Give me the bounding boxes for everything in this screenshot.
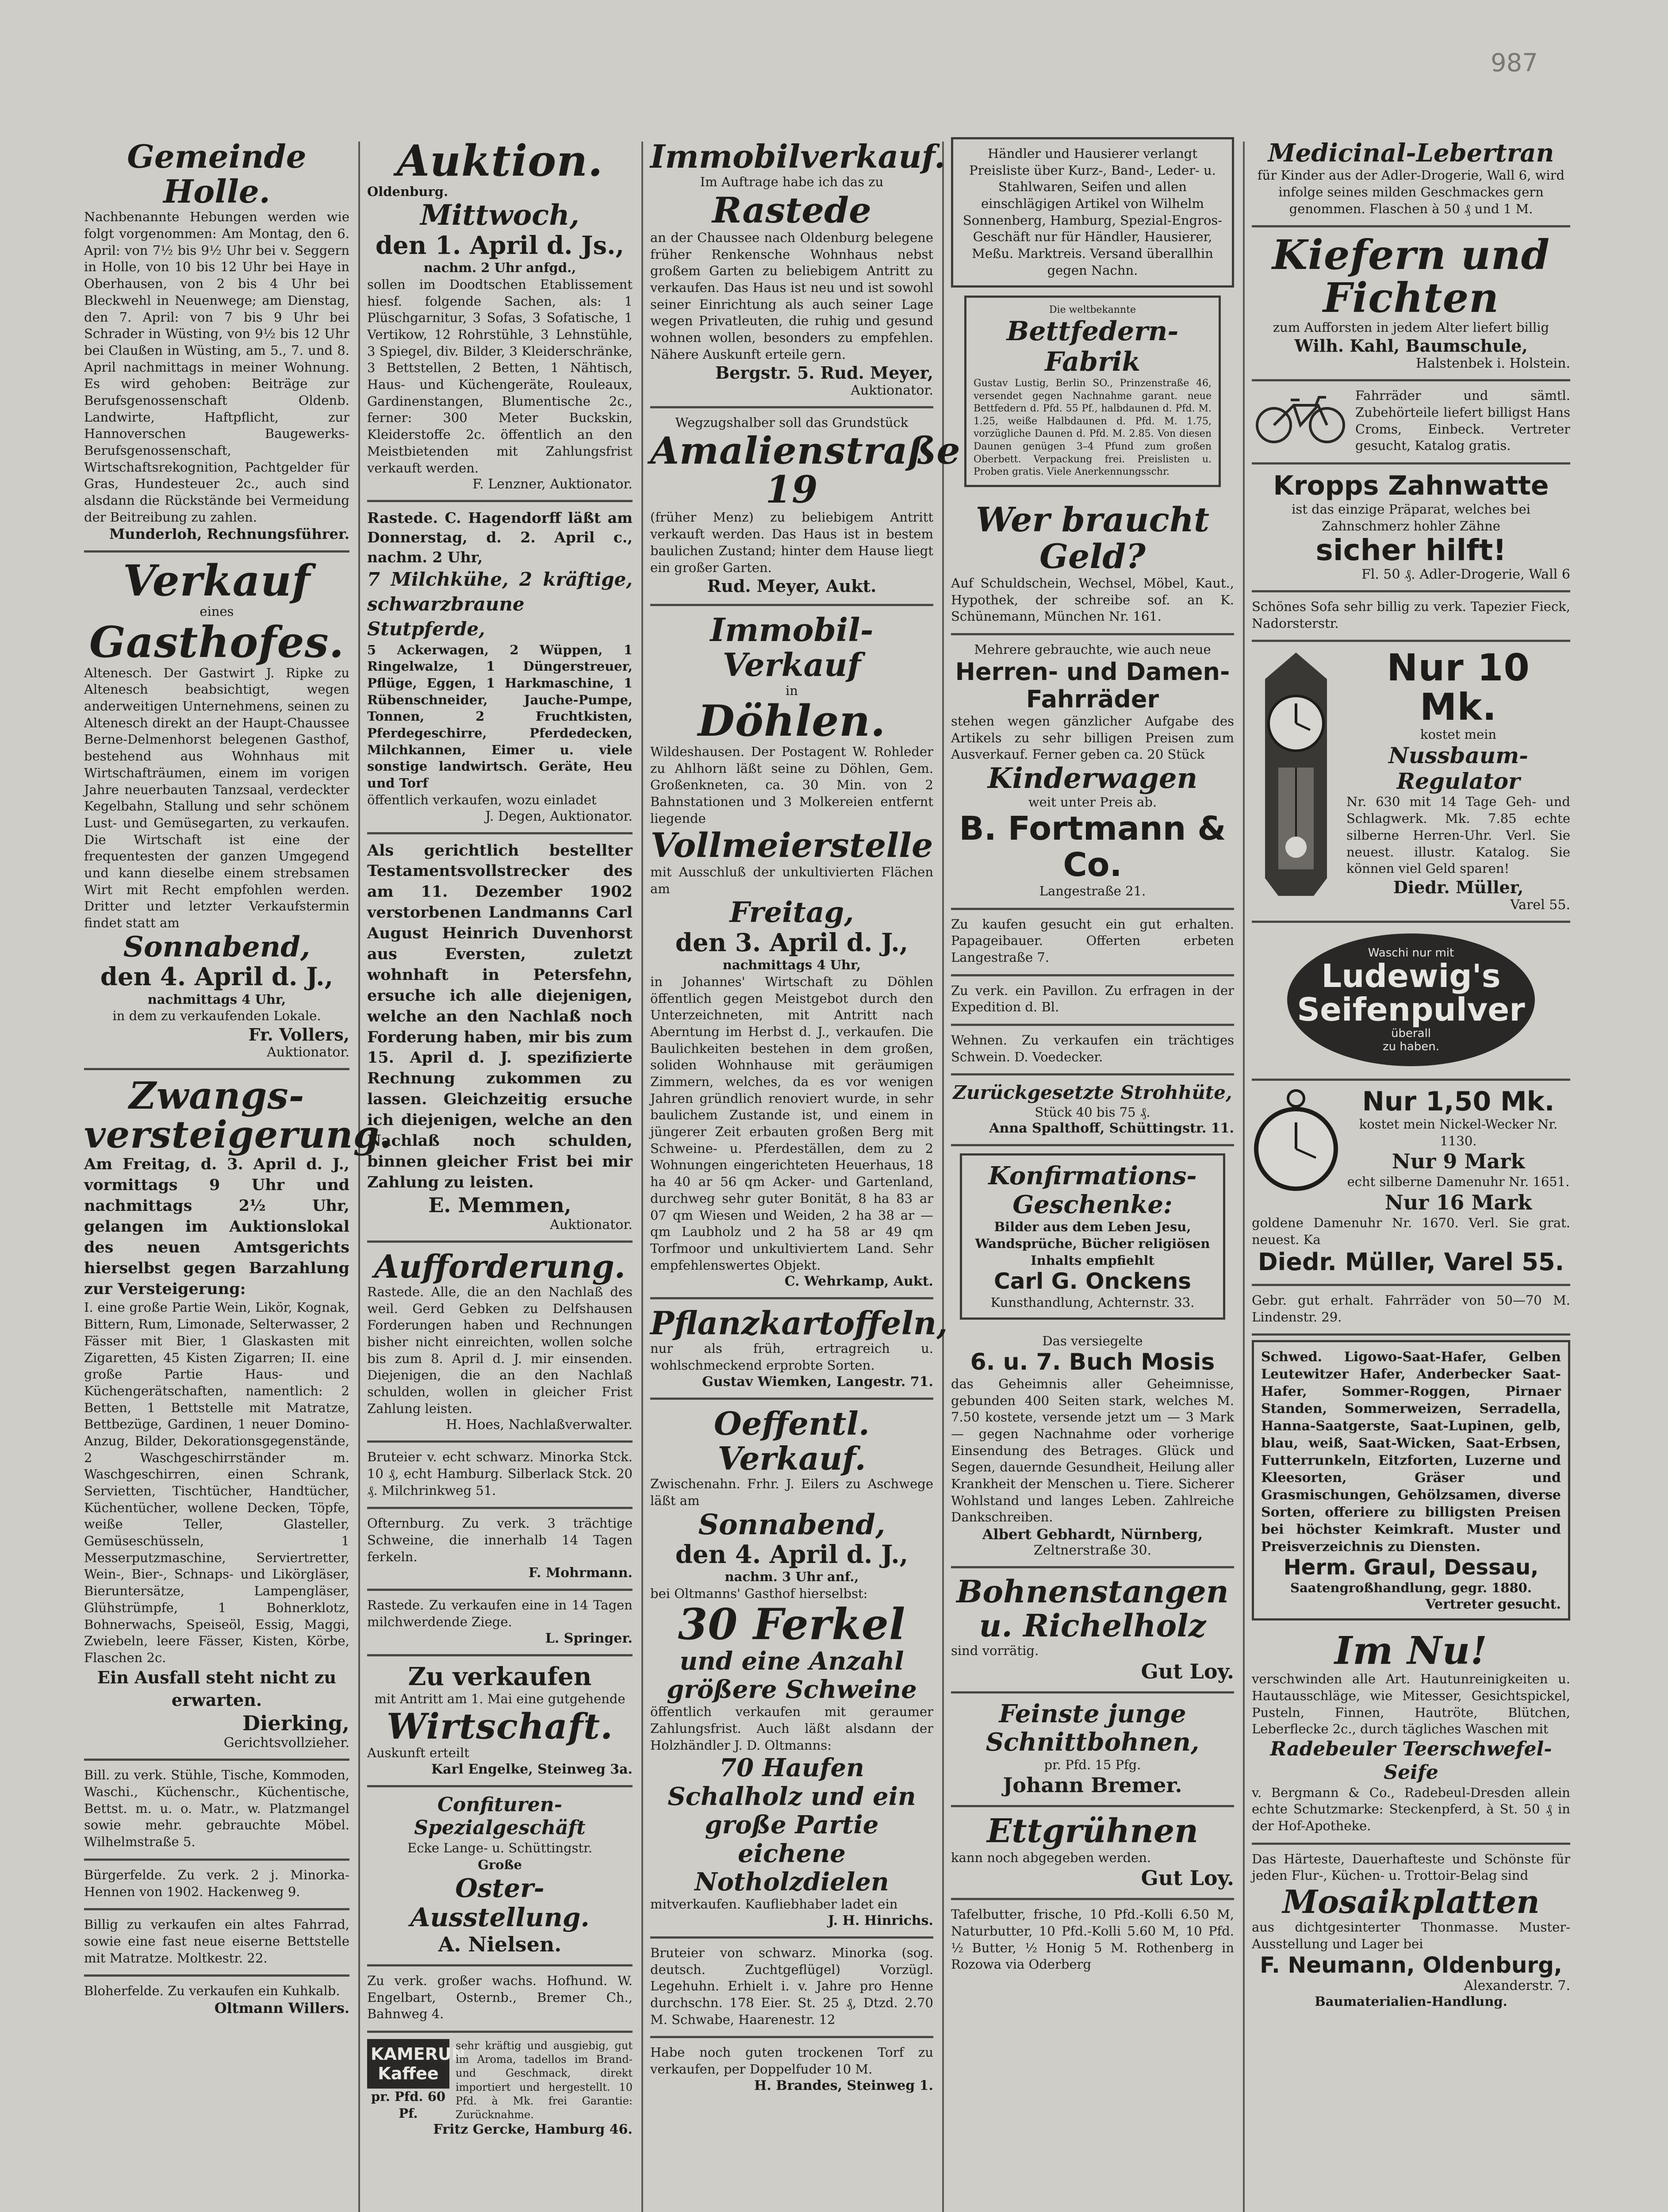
ad-immobilverkauf-rastede [650, 133, 946, 408]
ad-title: Bettfedern-Fabrik [1006, 316, 1179, 378]
ad-subtitle: Auktionator. [851, 383, 933, 399]
ad-haendler-hausierer: Händler und Hausierer verlangt Preisliste über Kurz-, Band-, Leder- u. Stahlwaren, Seifen und allen einschlägigen Artikel von Wilhelm Sonnenberg, Hamburg, Spezial-Engros-Geschäft nur für Händler, Hausierer, Meßu. Marktreis. Versand überallhin gegen Nachn. [951, 137, 1234, 288]
ad-highlight: Vollmeierstelle [650, 826, 933, 865]
ad-signature: Wilh. Kahl, Baumschule, [1294, 336, 1528, 356]
ad-body: für Kinder aus der Adler-Drogerie, Wall 6, wird infolge seines milden Geschmackes gern genommen. Flaschen à 50 ₰ und 1 M. [1257, 168, 1565, 216]
ad-confituren [367, 1787, 633, 1966]
ad-subtitle: Gerichtsvollzieher. [223, 1735, 349, 1751]
ad-signature: H. Hoes, Nachlaßverwalter. [445, 1417, 633, 1433]
ad-testamentsvollstrecker [367, 834, 633, 1243]
seifenpulver-logo: Waschi nur mit Ludewig's Seifenpulver überall zu haben. [1287, 933, 1535, 1066]
ad-signature: A. Nielsen. [438, 1932, 562, 1956]
ad-bettfedern [964, 296, 1221, 487]
ad-title: Auktion. [396, 136, 603, 186]
ad-signature: Fritz Gercke, Hamburg 46. [433, 2122, 633, 2138]
ad-title: Immobilverkauf. [650, 138, 946, 175]
ad-address: Kunsthandlung, Achternstr. 33. [990, 1294, 1195, 1310]
ad-body: stehen wegen gänzlicher Aufgabe des Artikels zu sehr billigen Preisen zum Ausverkauf. Ferner geben ca. 20 Stück [951, 713, 1234, 762]
ad-body: pr. Pfd. 15 Pfg. [1044, 1757, 1141, 1772]
ad-lead: Wegzugshalber soll das Grundstück [675, 415, 909, 430]
column-5 [1252, 133, 1570, 2212]
ad-time: nachm. 3 Uhr anf., [725, 1569, 859, 1585]
ad-columns [84, 133, 1570, 2212]
ad-body: sollen im Doodtschen Etablissement hiesf. folgende Sachen, als: 1 Plüschgarnitur, 3 Sofas, 3 Sofatische, 1 Vertikow, 12 Rohrstühle, 3 Lehnstühle, 3 Spiegel, div. Bilder, 3 Kleiderschränke, 3 Bettstellen, 2 Betten, 1 Nähtisch, Haus- und Küchengeräte, Rouleaux, Gardinenstangen, Blumentische 2c., ferner: 300 Meter Buckskin, Kleiderstoffe 2c. öffentlich an den Meistbietenden mit Zahlungsfrist verkauft werden. [367, 276, 633, 476]
ad-strohhuete [951, 1075, 1234, 1146]
ad-note: Ein Ausfall steht nicht zu erwarten. [97, 1667, 337, 1710]
ad-day: Sonnabend, [698, 1508, 886, 1541]
ad-body: v. Bergmann & Co., Radebeul-Dresden allein echte Schutzmarke: Steckenpferd, à St. 50 ₰ in der Hof-Apotheke. [1252, 1785, 1570, 1834]
ad-lead: Mehrere gebrauchte, wie auch neue [974, 642, 1211, 657]
ad-pflanzkartoffeln [650, 1299, 948, 1400]
ad-title: 6. u. 7. Buch Mosis [970, 1349, 1215, 1376]
ad-text: Große [478, 1857, 522, 1872]
ad-place: Döhlen. [698, 696, 886, 746]
ad-note: Baumaterialien-Handlung. [1315, 1994, 1507, 2009]
ad-torf [650, 2038, 933, 2101]
regulator-clock-icon [1252, 648, 1340, 905]
bicycle-icon [1252, 388, 1349, 445]
ad-body: Gustav Lustig, Berlin SO., Prinzenstraße 46, versendet gegen Nachnahme garant. neue Bettfedern d. Pfd. 55 Pf., halbdaunen d. Pfd. M. 1.25, weiße Halbdaunen d. Pfd. M. 1.75, vorzügliche Daunen d. Pfd. M. 2.85. Von diesen Daunen genügen 3–4 Pfund zum großen Oberbett. Verpackung frei. Preislisten u. Proben gratis. Viele Anerkennungsschr. [974, 378, 1212, 478]
ad-highlight: Wirtschaft. [387, 1705, 613, 1747]
ad-konfirmation [960, 1153, 1225, 1319]
ad-body: mitverkaufen. Kaufliebhaber ladet ein [650, 1897, 898, 1912]
ad-pavillon: Zu verk. ein Pavillon. Zu erfragen in der Expedition d. Bl. [951, 976, 1234, 1026]
ad-place: Oldenburg. [367, 184, 449, 199]
column-divider [641, 142, 643, 2212]
ad-signature: Gustav Wiemken, Langestr. 71. [702, 1374, 933, 1390]
ad-title: Zwangs- [129, 1073, 305, 1118]
ad-body: Bloherfelde. Zu verkaufen ein Kuhkalb. [84, 1983, 340, 1999]
ad-date: den 3. April d. J., [675, 928, 909, 957]
ad-title: Wer braucht Geld? [975, 499, 1210, 576]
ad-lead: kostet mein [1420, 726, 1497, 742]
column-divider [1243, 142, 1245, 2212]
ad-gemeinde-holle [84, 133, 349, 553]
ad-time: nachmittags 4 Uhr, [722, 957, 861, 973]
ad-lead: Rastede. C. Hagendorff läßt am Donnerstag, d. 2. April c., nachm. 2 Uhr, [367, 509, 633, 566]
ad-signature: Dierking, [242, 1711, 349, 1736]
ad-fahrraeder-fortmann [951, 635, 1234, 910]
ad-body: I. eine große Partie Wein, Likör, Kognak, Bittern, Rum, Limonade, Selterwasser, 2 Fässer mit Bier, 1 Glaskasten mit Zigaretten, 45 Kisten Zigarren; II. eine große Partie Haus- und Küchengerätschaften, namentlich: 2 Betten, 1 Bettstelle mit Matratze, Bettbezüge, Gardinen, 1 neuer Domino-Anzug, Bilder, Dekorationsgegenstände, 2 Waschgeschirrständer m. Waschgeschirren, einen Schrank, Servietten, Tischtücher, Handtücher, Küchentücher, wollene Decken, Töpfe, weiße Teller, Glasteller, Gemüseschüsseln, 1 Messerputzmaschine, Serviertretter, Wein-, Bier-, Schnaps- und Likörgläser, Bieruntersätze, Lampengläser, Glühstrümpfe, 1 Bohnerklotz, Bohnerwachs, Speiseöl, Essig, Maggi, Zwiebeln, leere Fässer, Kisten, Körbe, Flaschen 2c. [84, 1300, 349, 1665]
ad-ludewigs-seifenpulver [1252, 923, 1570, 1081]
ad-body: Stück 40 bis 75 ₰. [1035, 1104, 1150, 1120]
ad-signature: Fr. Vollers, [248, 1024, 349, 1045]
ad-body: goldene Damenuhr Nr. 1670. Verl. Sie grat. neuest. Ka [1252, 1215, 1570, 1248]
ad-body: sehr kräftig und ausgiebig, gut im Aroma, tadellos im Brand- und Geschmack, direkt importiert und hergestellt. 10 Pfd. à Mk. frei Garantie: Zurücknahme. [456, 2039, 633, 2121]
ad-title: Immobil-Verkauf [710, 611, 874, 684]
ad-signature: F. Neumann, Oldenburg, [1260, 1952, 1562, 1978]
ad-title: Kiefern und Fichten [1272, 231, 1550, 322]
ad-date: den 1. April d. Js., [375, 230, 625, 260]
ad-im-nu [1252, 1625, 1570, 1845]
ad-subtitle: Auktionator. [267, 1044, 349, 1060]
ad-signature: Gut Loy. [1141, 1659, 1234, 1683]
ad-auktion [367, 133, 633, 502]
column-divider [358, 142, 360, 2212]
ad-signature: L. Springer. [545, 1630, 633, 1646]
ad-signature: Rud. Meyer, Aukt. [707, 576, 877, 596]
ad-title: Kropps Zahnwatte [1273, 470, 1549, 502]
ad-title: Confituren-Spezialgeschäft [414, 1793, 586, 1839]
ad-title: Nur 1,50 Mk. [1362, 1086, 1555, 1117]
ad-subtitle: Fl. 50 ₰. Adler-Drogerie, Wall 6 [1361, 567, 1570, 583]
ad-body: verschwinden alle Art. Hautunreinigkeiten u. Hautausschläge, wie Mitesser, Gesichtspickel, Pusteln, Finnen, Hautröte, Blütchen, Leberflecke 2c., durch tägliches Waschen mit [1252, 1671, 1570, 1737]
ad-body: Altenesch. Der Gastwirt J. Ripke zu Altenesch beabsichtigt, wegen anderweitigen Unternehmens, seinen zu Altenesch direkt an der Haupt-Chaussee Berne-Delmenhorst belegenen Gasthof, bestehend aus Wohnhaus mit Wirtschafträumen, einem im vorigen Jahre neuerbauten Tanzsaal, verdeckter Kegelbahn, Stallung und sehr schönem Lust- und Gemüsegarten, zu verkaufen. Die Wirtschaft ist eine der frequentesten der ganzen Umgegend und kann dieselbe einem strebsamen Wirt mit Recht empfohlen werden. Dritter und letzter Verkaufstermin findet statt am [84, 665, 349, 931]
ad-fahrraeder-croms [1252, 381, 1570, 465]
column-1 [84, 133, 393, 2212]
ad-highlight: Nussbaum-Regulator [1388, 742, 1528, 794]
ad-body: Das Härteste, Dauerhafteste und Schönste für jeden Flur-, Küchen- u. Trottoir-Belag sind [1252, 1851, 1570, 1883]
ad-subtitle: Alexanderstr. 7. [1464, 1978, 1570, 1994]
ad-title: Gasthofes. [89, 617, 345, 667]
ad-signature: Diedr. Müller, [1393, 877, 1524, 897]
ad-oeffentl-verkauf [650, 1400, 933, 1939]
ad-highlight: 70 Haufen Schalholz und ein große Partie eichene Notholzdielen [667, 1753, 916, 1897]
ad-title: Feinste junge Schnittbohnen, [985, 1699, 1200, 1757]
ad-firm: B. Fortmann & Co. [959, 810, 1226, 884]
ad-subtitle: Auktionator. [550, 1217, 633, 1233]
ad-tag: Die weltbekannte [1049, 304, 1136, 315]
ad-highlight: Radebeuler Teerschwefel-Seife [1270, 1738, 1552, 1784]
ad-signature: Johann Bremer. [1003, 1773, 1182, 1797]
ad-time: nachmittags 4 Uhr, [147, 991, 286, 1007]
ad-body: Wildeshausen. Der Postagent W. Rohleder zu Ahlhorn läßt seine zu Döhlen, Gem. Großenkneten, ca. 30 Min. von 2 Bahnstationen und 3 Molkereien entfernt liegende [650, 744, 933, 826]
ad-day: Freitag, [729, 896, 854, 929]
ad-body: Nr. 630 mit 14 Tage Geh- und Schlagwerk. Mk. 7.85 echte silberne Herren-Uhr. Verl. Sie neuest. illustr. Katalog. Sie können viel Geld sparen! [1346, 794, 1570, 876]
ad-lead: Im Auftrage habe ich das zu [700, 174, 884, 190]
ad-place: Rastede [712, 189, 871, 231]
ad-signature: F. Mohrmann. [528, 1565, 633, 1581]
ad-title: Pflanzkartoffeln, [650, 1304, 948, 1342]
ad-subtitle: Varel 55. [1510, 897, 1570, 913]
ad-schnittbohnen [951, 1694, 1234, 1807]
ad-signature: Anna Spalthoff, Schüttingstr. 11. [989, 1121, 1234, 1137]
ad-body: Ofternburg. Zu verk. 3 trächtige Schweine, die innerhalb 14 Tagen ferkeln. [367, 1516, 633, 1564]
column-2 [367, 133, 633, 2212]
ad-signature: H. Brandes, Steinweg 1. [754, 2078, 933, 2093]
ad-body: Rastede. Alle, die an den Nachlaß des weil. Gerd Gebken zu Delfshausen Forderungen haben und Rechnungen bisher nicht einreichten, wollen solche bis zum 8. April d. J. mir einsenden. Diejenigen, die an den Nachlaß schulden, wollen in gleicher Frist Zahlung leisten. [367, 1284, 633, 1416]
ad-highlight: 30 Ferkel [678, 1599, 906, 1649]
ad-body: nur als früh, ertragreich u. wohlschmeckend erprobte Sorten. [650, 1341, 933, 1373]
ad-text: in [786, 683, 798, 698]
ad-signature: Diedr. Müller, Varel 55. [1258, 1248, 1564, 1276]
ad-title: Verkauf [123, 556, 311, 606]
ad-subtitle: Zeltnerstraße 30. [1033, 1543, 1152, 1559]
ad-title: Im Nu! [1334, 1628, 1488, 1674]
ad-highlight: 7 Milchkühe, 2 kräftige, schwarzbraune Stutpferde, [367, 568, 633, 640]
ad-body: echt silberne Damenuhr Nr. 1651. [1347, 1174, 1570, 1190]
ad-ziege [367, 1591, 633, 1656]
ad-body: 5 Ackerwagen, 2 Wüppen, 1 Ringelwalze, 1 Düngerstreuer, Pflüge, Eggen, 1 Harkmaschine, 1 Rübenschneider, Jauche-Pumpe, Tonnen, 2 Fruchtkisten, Pferdegeschirre, Pferdedecken, Milchkannen, Eimer u. viele sonstige landwirtsch. Geräte, Heu und Torf [367, 642, 633, 791]
ad-minorka: Bürgerfelde. Zu verk. 2 j. Minorka-Hennen von 1902. Hackenweg 9. [84, 1861, 349, 1910]
ad-body: mit Ausschluß der unkultivierten Flächen am [650, 864, 933, 896]
ad-aufforderung [367, 1243, 633, 1443]
ad-body: an der Chaussee nach Oldenburg belegene früher Renkensche Wohnhaus nebst großem Garten zu beliebigem Antritt zu verkaufen. Das Haus ist neu und ist sowohl seiner Einrichtung als auch seiner Lage wegen Privatleuten, die ruhig und gesund wohnen wollen, besonders zu empfehlen. Nähere Auskunft erteile gern. [650, 230, 933, 362]
ad-rastede-hagendorff [367, 502, 633, 834]
ad-highlight: Herren- und Damen-Fahrräder [955, 657, 1230, 713]
ad-lead: Das versiegelte [1042, 1333, 1143, 1348]
kamerun-logo: KAMERUN Kaffee [367, 2039, 449, 2089]
ad-body: ist das einzige Präparat, welches bei Zahnschmerz hohler Zähne [1292, 502, 1530, 534]
ad-title: Oeffentl. Verkauf. [714, 1404, 870, 1478]
ad-moebel: Bill. zu verk. Stühle, Tische, Kommoden, Waschi., Küchenschr., Küchentische, Bettst. m. u. o. Matr., w. Platzmangel sowie mehr. gebrauchte Möbel. Wilhelmstraße 5. [84, 1761, 349, 1860]
ad-highlight: Mosaikplatten [1282, 1883, 1540, 1921]
ad-highlight: Kinderwagen [987, 762, 1198, 795]
ad-highlight: Oster-Ausstellung. [410, 1873, 590, 1933]
ad-title: Zurückgesetzte Strohhüte, [953, 1082, 1232, 1104]
ad-buch-mosis [951, 1327, 1234, 1569]
ad-signature: J. H. Hinrichs. [828, 1913, 933, 1929]
ad-papageibauer: Zu kaufen gesucht ein gut erhalten. Papageibauer. Offerten erbeten Langestraße 7. [951, 910, 1234, 976]
ad-kiefern-fichten [1252, 227, 1570, 381]
ad-location: in dem zu verkaufenden Lokale. [112, 1008, 321, 1024]
ad-body: das Geheimnis aller Geheimnisse, gebunden 400 Seiten stark, welches M. 7.50 kostete, versende jetzt um — 3 Mark — gegen Nachnahme oder vorherige Einsendung des Betrages. Glück und Segen, dauernde Gesundheit, Heilung aller Krankheit der Menschen u. Tiere. Sicherer Wohlstand und langes Leben. Zahlreiche Dankschreiben. [951, 1376, 1234, 1525]
ad-body: Rastede. Zu verkaufen eine in 14 Tagen milchwerdende Ziege. [367, 1598, 633, 1630]
ad-bohnenstangen [951, 1568, 1234, 1694]
ad-signature: E. Memmen, [428, 1193, 571, 1217]
ad-date: Sonnabend, [123, 930, 311, 964]
ad-body: Nachbenannte Hebungen werden wie folgt vorgenommen: Am Montag, den 6. April: von 7½ bis 9½ Uhr bei v. Seggern in Holle, von 10 bis 12 Uhr bei Haye in Oberhausen, von 2 bis 4 Uhr bei Bleckwehl in Neuenwege; am Dienstag, den 7. April: von 7 bis 9 Uhr bei Schrader in Wüsting, von 9½ bis 12 Uhr bei Claußen in Wüsting, am 5., 7. und 8. April nachmittags in meiner Wohnung. Es wird gehoben: Beiträge zur Berufsgenossenschaft Oldenb. Landwirte, Haftpflicht, zur Hannoverschen Baugewerks-Berufsgenossenschaft, Wirtschaftsrekognition, Pachtgelder für Gras, Hundesteuer 2c., auch sind alsdann die Rückstände bei Vermeidung der Beitreibung zu zahlen. [84, 209, 349, 525]
ad-highlight: sicher hilft! [1315, 533, 1507, 568]
ad-body: Auf Schuldschein, Wechsel, Möbel, Kaut., Hypothek, der schreibe sof. an K. Schünemann, München Nr. 161. [951, 576, 1234, 624]
ad-subtitle: Saatengroßhandlung, gegr. 1880. [1290, 1580, 1532, 1596]
ad-subtitle: Halstenbek i. Holstein. [1416, 356, 1570, 372]
ad-highlight: Amalienstraße 19 [650, 429, 961, 512]
ad-title: versteigerung. [84, 1113, 393, 1157]
ad-title: Aufforderung. [374, 1247, 625, 1285]
ad-body: weit unter Preis ab. [1028, 795, 1157, 810]
ad-bruteier-schwabe: Bruteier von schwarz. Minorka (sog. deutsch. Zuchtgeflügel) Vorzügl. Legehuhn. Erhielt i. v. Jahre pro Henne durchschn. 178 Eier. St. 25 ₰, Dtzd. 2.70 M. Schwabe, Haarenestr. 12 [650, 1939, 933, 2038]
ad-signature: Munderloh, Rechnungsführer. [109, 526, 349, 543]
ad-signature: Gut Loy. [1141, 1866, 1234, 1890]
ad-title: Zu verkaufen [408, 1662, 592, 1691]
ad-signature: J. Degen, Auktionator. [485, 808, 633, 824]
ad-schweine-ofternburg [367, 1509, 633, 1591]
ad-title: Konfirmations-Geschenke: [988, 1161, 1197, 1219]
ad-body: Fahrräder und sämtl. Zubehörteile liefert billigst Hans Croms, Einbeck. Vertreter gesucht, Katalog gratis. [1355, 388, 1570, 453]
ad-price: pr. Pfd. 60 Pf. [371, 2089, 446, 2121]
ad-sofa: Schönes Sofa sehr billig zu verk. Tapezier Fieck, Nadorsterstr. [1252, 592, 1570, 642]
ad-time: nachm. 2 Uhr anfgd., [423, 260, 576, 276]
ad-body: Auskunft erteilt [367, 1745, 470, 1760]
ad-lebertran [1252, 133, 1570, 227]
ad-body: Als gerichtlich bestellter Testamentsvollstrecker des am 11. Dezember 1902 verstorbenen Landmanns Carl August Heinrich Duvenhorst aus Eversten, zuletzt wohnhaft in Petersfehn, ersuche ich alle diejenigen, welche an den Nachlaß noch Forderung haben, mir bis zum 15. April d. J. spezifizierte Rechnung zukommen zu lassen. Gleichzeitig ersuche ich diejenigen, welche an den Nachlaß noch schulden, binnen gleicher Frist bei mir Zahlung zu leisten. [367, 841, 633, 1191]
ad-body: sind vorrätig. [951, 1643, 1039, 1659]
ad-lead: mit Antritt am 1. Mai eine gutgehende [374, 1691, 625, 1707]
ad-kropps-zahnwatte [1252, 465, 1570, 592]
ad-mosaikplatten [1252, 1845, 1570, 2018]
ad-gebr-fahrraeder: Gebr. gut erhalt. Fahrräder von 50—70 M. Lindenstr. 29. [1252, 1286, 1570, 1336]
ad-tafelbutter: Tafelbutter, frische, 10 Pfd.-Kolli 6.50 M, Naturbutter, 10 Pfd.-Kolli 5.60 M, 10 Pfd. ½ Butter, ½ Honig 5 M. Rothenberg in Rozowa via Oderberg [951, 1907, 1234, 1972]
ad-body: Zwischenahn. Frhr. J. Eilers zu Aschwege läßt am [650, 1476, 933, 1508]
ad-text: eines [199, 604, 234, 619]
ad-wer-braucht-geld [951, 495, 1234, 635]
ad-title: Gemeinde Holle. [127, 138, 307, 211]
ad-kuhkalb [84, 1977, 349, 2024]
ad-signature: C. Wehrkamp, Aukt. [784, 1274, 933, 1290]
ad-body: in Johannes' Wirtschaft zu Döhlen öffentlich gegen Meistgebot durch den Unterzeichneten, mit Antritt nach Aberntung im Herbst d. J., verkaufen. Die Baulichkeiten bestehen in dem großen, soliden Wohnhause mit geräumigen Zimmern, welches, da es vor wenigen Jahren gründlich renoviert wurde, in sehr baulichem Zustande ist, und einem in jüngerer Zeit erbauten großen Berg mit Schweine- u. Pferdeställen, dem zu 2 Wohnungen eingerichteten Heuerhaus, 18 ha 40 ar 56 qm Acker- und Gartenland, durchweg sehr guter Bonität, 8 ha 83 ar 07 qm Wiesen und Weiden, 2 ha 38 ar — qm Laubholz und 2 ha 58 ar 49 qm Torfmoor und unkultiviertem Land. Sehr empfehlenswertes Objekt. [650, 974, 933, 1273]
ad-highlight: und eine Anzahl größere Schweine [667, 1646, 917, 1704]
ad-signature: Karl Engelke, Steinweg 3a. [431, 1761, 633, 1777]
ad-body: öffentlich verkaufen mit geraumer Zahlungsfrist. Auch läßt alsdann der Holzhändler J. D. Oltmanns: [650, 1704, 933, 1753]
ad-ettgruehnen [951, 1807, 1234, 1900]
ad-body: Habe noch guten trockenen Torf zu verkaufen, per Doppelfuder 10 M. [650, 2045, 933, 2077]
ad-body: Schwed. Ligowo-Saat-Hafer, Gelben Leutewitzer Hafer, Anderbecker Saat-Hafer, Sommer-Roggen, Pirnaer Standen, Sommerweizen, Serradella, Hanna-Saatgerste, Saat-Lupinen, gelb, blau, weiß, Saat-Wicken, Saat-Erbsen, Futterrunkeln, Eitzforten, Luzerne und Kleesorten, Gräser und Grasmischungen, Gehölzsamen, diverse Sorten, offeriere zu billigsten Preisen bei höchster Keimkraft. Muster und Preisverzeichnis zu Diensten. [1261, 1349, 1561, 1555]
ad-highlight: Nur 9 Mark [1392, 1149, 1525, 1174]
ad-note: Vertreter gesucht. [1425, 1597, 1561, 1613]
ad-signature: Albert Gebhardt, Nürnberg, [982, 1526, 1203, 1543]
ad-text: öffentlich verkaufen, wozu einladet [367, 792, 597, 807]
ad-title: Bohnenstangen u. Richelholz [956, 1573, 1229, 1644]
ad-verkauf-gasthof [84, 553, 349, 1070]
pocket-watch-icon [1252, 1087, 1340, 1193]
ad-highlight: Nur 16 Mark [1384, 1190, 1532, 1215]
ad-wirtschaft [367, 1656, 633, 1787]
column-4 [951, 133, 1234, 2212]
ad-hofhund: Zu verk. großer wachs. Hofhund. W. Engelbart, Osternb., Bremer Ch., Bahnweg 4. [367, 1966, 633, 2033]
ad-zwangsversteigerung [84, 1070, 393, 1761]
ad-signature: Herm. Graul, Dessau, [1283, 1555, 1539, 1580]
ad-title: Ettgrühnen [987, 1812, 1198, 1851]
column-3 [650, 133, 961, 2212]
ad-signature: F. Lenzner, Auktionator. [472, 476, 633, 492]
ad-body: kann noch abgegeben werden. [951, 1850, 1151, 1865]
ad-kamerun-kaffee [367, 2033, 633, 2145]
ad-saatgut-graul [1252, 1340, 1570, 1621]
ad-immobil-doehlen [650, 606, 933, 1299]
ad-signature: Bergstr. 5. Rud. Meyer, [715, 363, 933, 383]
ad-date: den 4. April d. J., [100, 962, 334, 992]
ad-schwein-wehnen: Wehnen. Zu verkaufen ein trächtiges Schwein. D. Voedecker. [951, 1026, 1234, 1075]
ad-fahrrad: Billig zu verkaufen ein altes Fahrrad, sowie eine fast neue eiserne Bettstelle mit Matratze. Moltkestr. 22. [84, 1910, 349, 1977]
ad-amalienstrasse [650, 408, 961, 606]
ad-body: zum Aufforsten in jedem Alter liefert billig [1273, 319, 1549, 335]
ad-body: bei Oltmanns' Gasthof hierselbst: [650, 1586, 868, 1601]
ad-firm: Carl G. Onckens [994, 1268, 1191, 1294]
ad-signature: Oltmann Willers. [214, 1999, 349, 2016]
page-number: 987 [1491, 49, 1538, 77]
ad-subtitle: Ecke Lange- u. Schüttingstr. [407, 1840, 593, 1856]
ad-address: Langestraße 21. [1039, 883, 1146, 899]
ad-day: Mittwoch, [420, 199, 579, 232]
ad-body: aus dichtgesinterter Thonmasse. Muster-Ausstellung und Lager bei [1252, 1920, 1570, 1952]
ad-uhren-mueller [1252, 1081, 1570, 1286]
ad-body: Bilder aus dem Leben Jesu, Wandsprüche, Bücher religiösen Inhalts empfiehlt [975, 1219, 1210, 1268]
ad-regulator [1252, 642, 1570, 923]
ad-bruteier-minorka: Bruteier v. echt schwarz. Minorka Stck. 10 ₰, echt Hamburg. Silberlack Stck. 20 ₰. Milchrinkweg 51. [367, 1443, 633, 1509]
ad-body: kostet mein Nickel-Wecker Nr. 1130. [1359, 1116, 1558, 1148]
ad-lead: Am Freitag, d. 3. April d. J., vormittags 9 Uhr und nachmittags 2½ Uhr, gelangen im Auktionslokal des neuen Amtsgerichts hierselbst gegen Barzahlung zur Versteigerung: [84, 1155, 349, 1298]
ad-date: den 4. April d. J., [675, 1540, 909, 1569]
ad-title: Nur 10 Mk. [1387, 646, 1530, 729]
ad-title: Medicinal-Lebertran [1268, 138, 1554, 168]
ad-body: (früher Menz) zu beliebigem Antritt verkauft werden. Das Haus ist in bestem baulichen Zustand; hinter dem Hause liegt ein großer Garten. [650, 510, 933, 575]
